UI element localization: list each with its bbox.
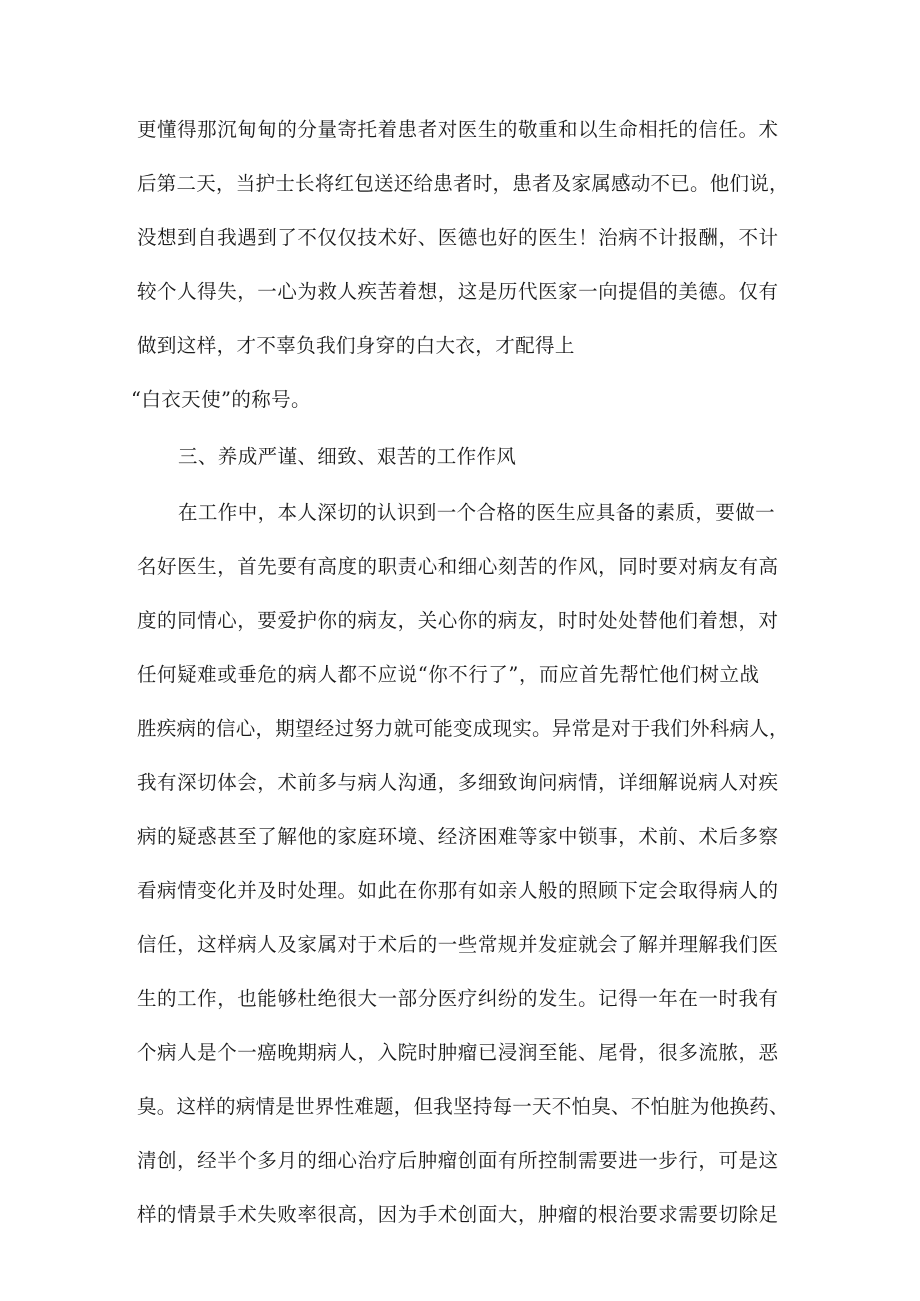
text-line-3: 没想到自我遇到了不仅仅技术好、医德也好的医生！治病不计报酬，不计: [137, 226, 779, 249]
text-line-6: “白衣天使”的称号。: [131, 388, 311, 411]
text-line-18: 个病人是个一癌晚期病人，入院时肿瘤已浸润至能、尾骨，很多流脓，恶: [137, 1041, 779, 1064]
text-line-19: 臭。这样的病情是世界性难题，但我坚持每一天不怕臭、不怕脏为他换药、: [137, 1095, 789, 1118]
text-line-1: 更懂得那沉甸甸的分量寄托着患者对医生的敬重和以生命相托的信任。术: [137, 118, 779, 141]
text-line-17: 生的工作，也能够杜绝很大一部分医疗纠纷的发生。记得一年在一时我有: [137, 987, 779, 1010]
text-line-13: 我有深切体会，术前多与病人沟通，多细致询问病情，详细解说病人对疾: [137, 771, 779, 794]
text-line-10: 度的同情心，要爱护你的病友，关心你的病友，时时处处替他们着想，对: [137, 609, 779, 632]
text-line-16: 信任，这样病人及家属对于术后的一些常规并发症就会了解并理解我们医: [137, 933, 779, 956]
text-line-20: 清创，经半个多月的细心治疗后肿瘤创面有所控制需要进一步行，可是这: [137, 1149, 779, 1172]
text-line-11: 任何疑难或垂危的病人都不应说“你不行了”，而应首先帮忙他们树立战: [137, 663, 760, 686]
text-line-8: 在工作中，本人深切的认识到一个合格的医生应具备的素质，要做一: [178, 501, 776, 524]
text-line-14: 病的疑惑甚至了解他的家庭环境、经济困难等家中锁事，术前、术后多察: [137, 825, 779, 848]
text-line-2: 后第二天，当护士长将红包送还给患者时，患者及家属感动不已。他们说，: [137, 172, 789, 195]
text-line-12: 胜疾病的信心，期望经过努力就可能变成现实。异常是对于我们外科病人，: [137, 717, 789, 740]
text-line-9: 名好医生，首先要有高度的职责心和细心刻苦的作风，同时要对病友有高: [137, 555, 779, 578]
text-line-4: 较个人得失，一心为救人疾苦着想，这是历代医家一向提倡的美德。仅有: [137, 280, 779, 303]
text-line-5: 做到这样，才不辜负我们身穿的白大衣，才配得上: [137, 334, 575, 357]
section-heading: 三、养成严谨、细致、艰苦的工作作风: [178, 445, 517, 468]
text-line-21: 样的情景手术失败率很高，因为手术创面大，肿瘤的根治要求需要切除足: [137, 1203, 779, 1226]
text-line-15: 看病情变化并及时处理。如此在你那有如亲人般的照顾下定会取得病人的: [137, 879, 779, 902]
